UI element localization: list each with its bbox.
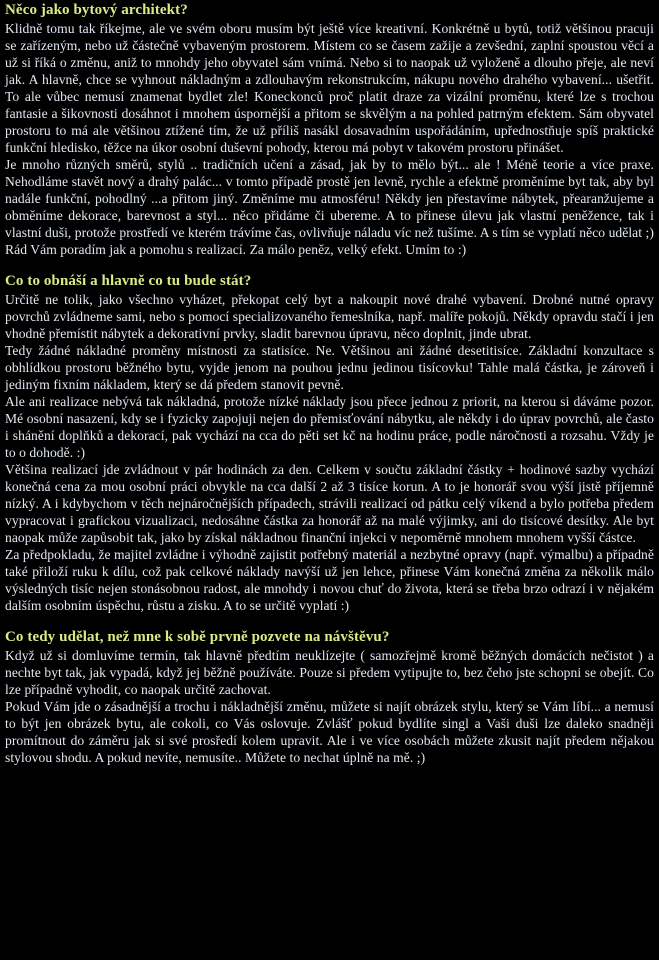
section-preparation: [5, 628, 654, 766]
section-heading-preparation: Co tedy udělat, než mne k sobě prvně pozvete na návštěvu?: [5, 629, 390, 645]
section-spacer: [5, 614, 654, 628]
paragraph: Za předpokladu, že majitel zvládne i výhodně zajistit potřebný materiál a nezbytné opravy (např. výmalbu) a případně také přiloží ruku k dílu, což pak celkové náklady navýší už jen lehce, přinese Vám konečná změna za několik málo výsledných tisíc nejen stonásobnou radost, ale mnohdy i novou chuť do života, která se třeba brzo odrazí i v nějakém dalším osobním úspěchu, růstu a zisku. A to se určitě vyplatí :): [5, 547, 654, 613]
paragraph: Rád Vám poradím jak a pomohu s realizací. Za málo peněz, velký efekt. Umím to :): [5, 242, 467, 257]
paragraph: Určitě ne tolik, jako všechno vyházet, překopat celý byt a nakoupit nové drahé vybavení. Drobné nutné opravy povrchů zvládneme sami, nebo s pomocí specializovaného řemeslníka, např. malíře pokojů. Někdy opravdu stačí i jen vhodně přemístit nábytek a dekorativní prvky, sladit barevnou úpravu, něco doplnit, jinde ubrat.: [5, 292, 654, 341]
paragraph: Většina realizací jde zvládnout v pár hodinách za den. Celkem v součtu základní částky + hodinové sazby vychází konečná cena za mou osobní práci obvykle na cca další 2 až 3 tisíce korun. A to je honorář svou výší jistě příjemně nízký. A i kdybychom v těch nejnáročnějších případech, strávili realizací od pátku celý víkend a bylo potřeba předem vypracovat i grafickou vizualizaci, nedosáhne částka za honorář až na malé výjimky, ani do tisícové desítky. Ale byt naopak může zapůsobit tak, jako by získal nákladnou finanční injekci v nepoměrně mnohem mnohem vyšší částce.: [5, 462, 654, 545]
section-spacer: [5, 258, 654, 272]
section-heading-costs: Co to obnáší a hlavně co tu bude stát?: [5, 273, 252, 289]
section-architect: [5, 1, 654, 258]
paragraph: Je mnoho různých směrů, stylů .. tradičních učení a zásad, jak by to mělo být... ale ! Méně teorie a více praxe. Nehodláme stavět nový a drahý palác... v tomto případě prostě jen levně, rychle a efektně proměníme byt tak, aby byl nadále funkční, pohodlný ...a přitom jiný. Změníme mu atmosféru! Někdy jen přestavíme nábytek, přearanžujeme a obměníme dekorace, barevnost a styl... něco přidáme či ubereme. A to přinese úlevu jak vlastní peněžence, tak i vlastní duši, protože prostředí ve kterém trávíme čas, ovlivňuje náladu víc než tušíme. A s tím se vyplatí něco udělat ;): [5, 157, 654, 240]
paragraph: Pokud Vám jde o zásadnější a trochu i nákladnější změnu, můžete si najít obrázek stylu, který se Vám líbí... a nemusí to být jen obrázek bytu, ale cokoli, co Vás oslovuje. Zvlášť pokud bydlíte singl a Vaši duši lze daleko snadněji promítnout do záměru jak si své prosředí kolem upravit. Ale i ve více osobách můžete zkusit najít předem nějakou stylovou shodu. A pokud nevíte, nemusíte.. Můžete to nechat úplně na mě. ;): [5, 699, 654, 765]
paragraph: Klidně tomu tak říkejme, ale ve svém oboru musím být ještě více kreativní. Konkrétně u bytů, totiž většinou pracuji se zařízeným, nebo už částečně vybaveným prostorem. Místem co se časem zažije a zevšední, zaplní spoustou věcí a už si říká o změnu, aniž to mnohdy jeho obyvatel sám vnímá. Nebo si to naopak už vyloženě a dlouho přeje, ale neví jak. A hlavně, chce se vyhnout nákladným a zdlouhavým rekonstrukcím, nákupu nového drahého vybavení... ušetřit. To ale vůbec nemusí znamenat bydlet zle! Koneckonců proč platit draze za vizální proměnu, které lze s trochou fantasie a šikovnosti dosáhnot i mnohem úspornější a přitom se skvělým a na pohled patrným efektem. Sám obyvatel prostoru to má ale většinou ztížené tím, že už příliš nasákl dosavadním uspořádáním, upřednostňuje spíš praktické funkční hledisko, těžce na úkor osobní duševní pohody, kterou má pobyt v takovém prostoru přinášet.: [5, 21, 654, 155]
section-heading-architect: Něco jako bytový architekt?: [5, 2, 188, 18]
paragraph: Tedy žádné nákladné proměny místnosti za statisíce. Ne. Většinou ani žádné desetitisíce. Základní konzultace s obhlídkou prostoru běžného bytu, vyjde jenom na pouhou jednu jedinou tisícovku! Tahle malá částka, je zároveň i jediným fixním nákladem, který se dá předem stanovit pevně.: [5, 343, 654, 392]
paragraph: Ale ani realizace nebývá tak nákladná, protože nízké náklady jsou přece jednou z priorit, na kterou si dáváme pozor. Mé osobní nasazení, kdy se i fyzicky zapojuji nejen do přemisťování nábytku, ale někdy i do úprav povrchů, ale často i shánění doplňků a dekorací, pak vychází na cca do pěti set kč na hodinu práce, podle náročnosti a rozsahu. Vždy je to o dohodě. :): [5, 394, 654, 460]
section-costs: [5, 272, 654, 614]
paragraph: Když už si domluvíme termín, tak hlavně předtím neuklízejte ( samozřejmě kromě běžných domácích nečistot ) a nechte byt tak, jak vypadá, když jej běžně používáte. Pouze si předem vytipujte to, bez čeho jste schopni se obejít. Co lze případně vyhodit, co naopak určitě zachovat.: [5, 648, 654, 697]
